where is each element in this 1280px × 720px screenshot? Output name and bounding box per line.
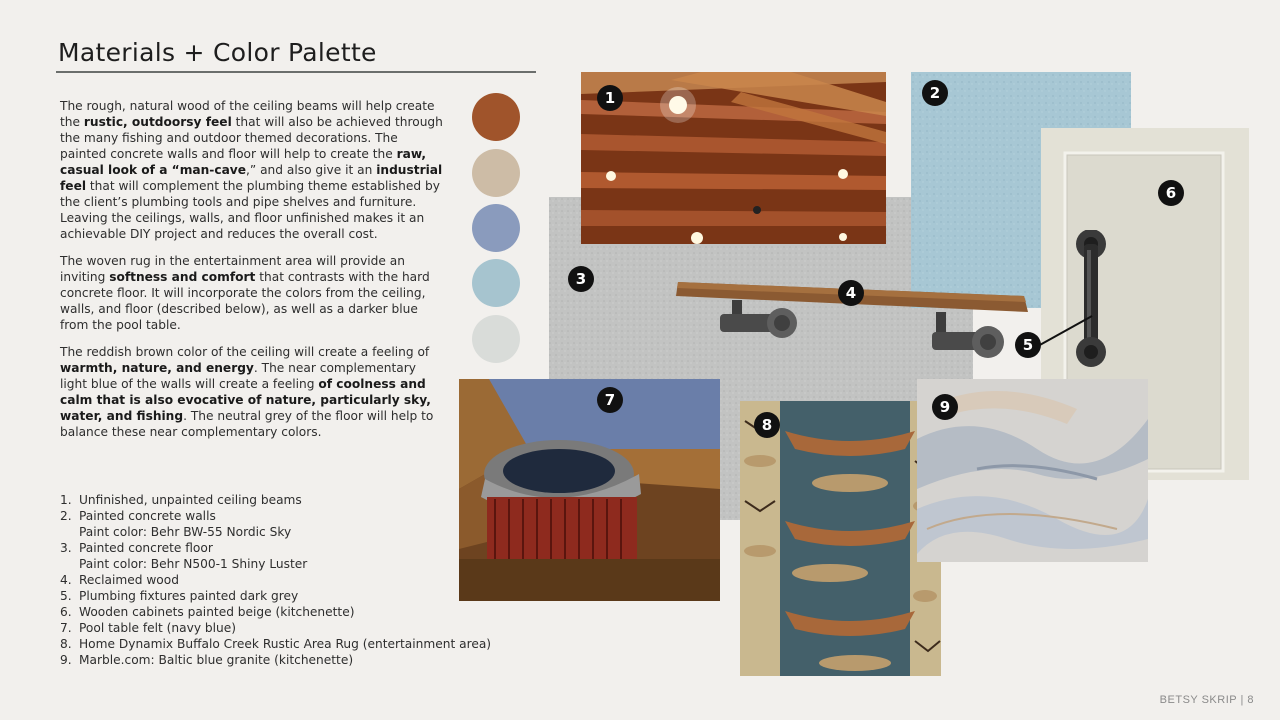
list-label: Painted concrete floor xyxy=(79,541,213,555)
list-item xyxy=(60,620,530,636)
page-title: Materials + Color Palette xyxy=(58,38,377,67)
list-number: 7. xyxy=(60,621,72,635)
list-item xyxy=(60,604,530,620)
paragraph-rug xyxy=(60,253,446,333)
list-subitem-paint-color: Paint color: Behr BW-55 Nordic Sky xyxy=(79,525,292,539)
body-text-run: that contrasts with the hard concrete floor. It will incorporate the colors from the ceiling, walls, and floor (described below), as well as a darker blue from the pool table. xyxy=(60,270,430,332)
badge-1: 1 xyxy=(597,85,623,111)
footer-author-page: BETSY SKRIP | 8 xyxy=(1159,694,1254,706)
pool-table-image xyxy=(459,379,720,601)
swatch-reddish-brown xyxy=(472,93,520,141)
list-label: Painted concrete walls xyxy=(79,509,216,523)
description-text xyxy=(60,98,446,451)
emphasis-text: industrial feel xyxy=(60,163,443,193)
list-number: 4. xyxy=(60,573,72,587)
body-text-run: . The near complementary light blue of the walls will create a feeling xyxy=(60,361,416,391)
list-number: 6. xyxy=(60,605,72,619)
swatch-navy-blue xyxy=(472,204,520,252)
list-number: 8. xyxy=(60,637,72,651)
ceiling-beams-image xyxy=(581,72,886,244)
body-text-run: The woven rug in the entertainment area will provide an inviting xyxy=(60,254,405,284)
swatch-light-blue xyxy=(472,259,520,307)
list-label: Pool table felt (navy blue) xyxy=(79,621,237,635)
rug-image xyxy=(740,401,941,676)
list-label: Wooden cabinets painted beige (kitchenette) xyxy=(79,605,355,619)
list-label: Plumbing fixtures painted dark grey xyxy=(79,589,299,603)
emphasis-text: softness and comfort xyxy=(109,270,256,284)
body-text-run: The reddish brown color of the ceiling will create a feeling of xyxy=(60,345,430,359)
badge-8: 8 xyxy=(754,412,780,438)
body-text-run: that will complement the plumbing theme established by the client’s plumbing tools and pipe shelves and furniture. Leaving the ceilings, walls, and floor unfinished makes it an achievable DIY project and reduces the overall cost. xyxy=(60,179,440,241)
swatch-beige xyxy=(472,149,520,197)
badge-4: 4 xyxy=(838,280,864,306)
badge-5: 5 xyxy=(1015,332,1041,358)
badge-9: 9 xyxy=(932,394,958,420)
body-text-run: The rough, natural wood of the ceiling beams will help create the xyxy=(60,99,435,129)
emphasis-text: of coolness and calm that is also evocative of nature, particularly sky, water, and fishing xyxy=(60,377,431,423)
emphasis-text: rustic, outdoorsy feel xyxy=(83,115,232,129)
emphasis-text: warmth, nature, and energy xyxy=(60,361,254,375)
list-number: 5. xyxy=(60,589,72,603)
paragraph-colors xyxy=(60,344,446,440)
emphasis-text: raw, casual look of a “man-cave xyxy=(60,147,426,177)
list-label: Home Dynamix Buffalo Creek Rustic Area Rug (entertainment area) xyxy=(79,637,492,651)
body-text-run: ,” and also give it an xyxy=(246,163,377,177)
list-number: 9. xyxy=(60,653,72,667)
badge-3: 3 xyxy=(568,266,594,292)
badge-7: 7 xyxy=(597,387,623,413)
body-text-run: that will also be achieved through the many fishing and outdoor themed decorations. The painted concrete walls and floor will help to create the xyxy=(60,115,443,161)
paragraph-ceiling-walls xyxy=(60,98,446,242)
swatch-grey xyxy=(472,315,520,363)
list-label: Marble.com: Baltic blue granite (kitchenette) xyxy=(79,653,354,667)
list-label: Reclaimed wood xyxy=(79,573,179,587)
badge-6: 6 xyxy=(1158,180,1184,206)
body-text-run: . The neutral grey of the floor will help to balance these near complementary colors. xyxy=(60,409,434,439)
pointer-line xyxy=(1036,314,1096,348)
list-number: 3. xyxy=(60,541,72,555)
list-item xyxy=(60,636,530,652)
list-subitem-paint-color: Paint color: Behr N500-1 Shiny Luster xyxy=(79,557,308,571)
pipe-handle-image xyxy=(1070,230,1115,370)
list-item xyxy=(60,652,530,668)
title-underline xyxy=(56,71,536,73)
list-number: 2. xyxy=(60,509,72,523)
list-number: 1. xyxy=(60,493,72,507)
list-label: Unfinished, unpainted ceiling beams xyxy=(79,493,302,507)
badge-2: 2 xyxy=(922,80,948,106)
